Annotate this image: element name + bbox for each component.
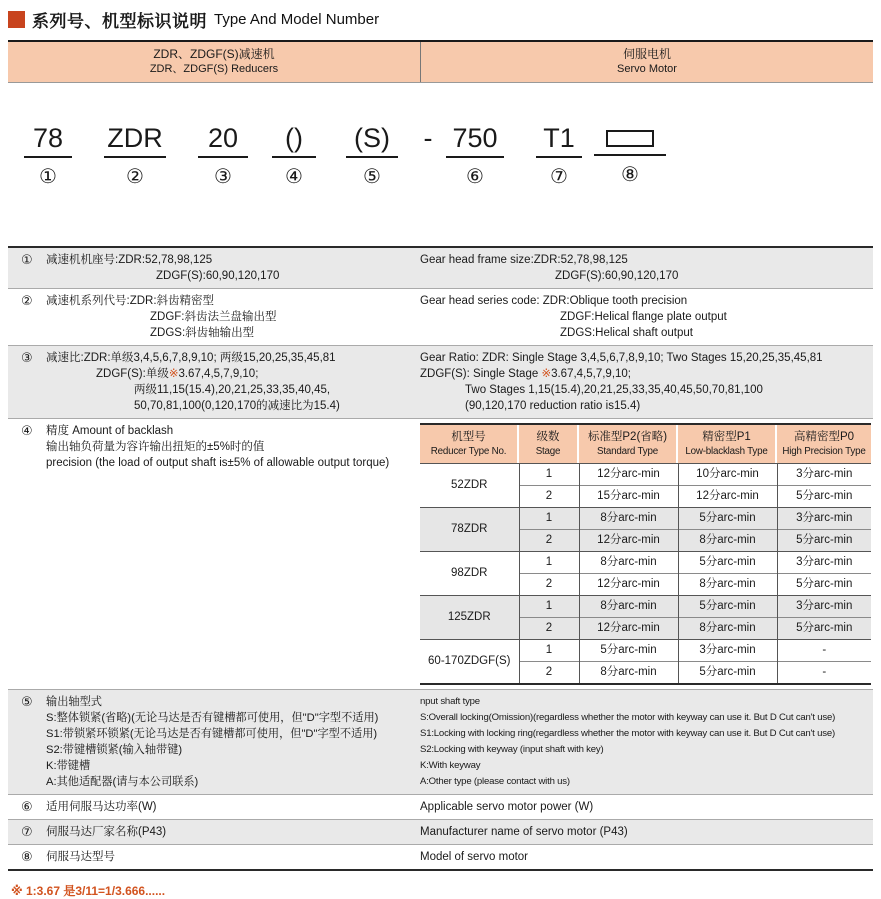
text-segment: S2:Locking with keyway (input shaft with key) (420, 744, 604, 755)
spec-row-zh (46, 849, 420, 865)
header-en: High Precision Type (782, 446, 866, 457)
table-cell: 8分arc-min (678, 618, 777, 640)
reducer-type-cell: 52ZDR (451, 479, 488, 491)
table-cell: 2 (519, 486, 579, 508)
table-cell: 8分arc-min (678, 574, 777, 596)
text-line (420, 710, 873, 726)
text-line (46, 268, 420, 284)
table-cell: 15分arc-min (579, 486, 678, 508)
header-en: Stage (535, 446, 561, 457)
table-cell: 1 (519, 508, 579, 530)
table-cell: 2 (519, 662, 579, 685)
text-line (46, 309, 420, 325)
text-segment: Applicable servo motor power (W) (420, 801, 594, 813)
spec-row-zh (46, 423, 420, 685)
spec-row-zh (46, 824, 420, 840)
code-text: - (423, 123, 433, 153)
code-segment-20 (198, 123, 248, 188)
table-cell: 1 (519, 464, 579, 486)
text-segment: Manufacturer name of servo motor (P43) (420, 826, 628, 838)
header-zh: 机型号 (451, 431, 486, 443)
text-segment: ZDGF(S):60,90,120,170 (156, 270, 280, 282)
text-segment: nput shaft type (420, 696, 480, 707)
text-segment: 适用伺服马达功率(W) (46, 801, 157, 813)
table-cell: 3分arc-min (777, 596, 871, 618)
spec-row-en (420, 799, 873, 815)
circled-number: ① (39, 166, 57, 188)
text-segment: Gear head series code: ZDR:Oblique tooth precision (420, 295, 688, 307)
spec-row-en (420, 423, 873, 685)
title-bullet-square-icon (8, 11, 25, 28)
text-line (420, 382, 873, 398)
table-header-cell (519, 425, 577, 463)
table-header-cell (777, 425, 871, 463)
table-cell: 2 (519, 530, 579, 552)
text-line (46, 252, 420, 268)
text-line (420, 350, 873, 366)
text-line (420, 694, 873, 710)
text-line (46, 774, 420, 790)
text-segment: ZDGF:斜齿法兰盘输出型 (150, 311, 277, 323)
text-line (420, 293, 873, 309)
band-reducers-zh: ZDR、ZDGF(S)减速机 (153, 47, 275, 61)
text-line (46, 398, 420, 414)
text-line (420, 774, 873, 790)
code-segment-sym (272, 123, 316, 188)
text-segment: Gear head frame size:ZDR:52,78,98,125 (420, 254, 628, 266)
text-line (46, 849, 420, 865)
text-line (46, 325, 420, 341)
table-row (420, 552, 871, 574)
text-segment: 3.67,4,5,7,9,10; (551, 368, 632, 380)
page-title (8, 6, 873, 32)
spec-row-5 (8, 690, 873, 795)
table-cell: 12分arc-min (579, 530, 678, 552)
text-line (46, 742, 420, 758)
text-segment: ZDGF(S):单级 (96, 368, 169, 380)
text-line (420, 309, 873, 325)
table-cell: 8分arc-min (579, 596, 678, 618)
table-cell: 2 (519, 574, 579, 596)
table-cell: 8分arc-min (579, 508, 678, 530)
text-segment: 输出轴负荷量为容许输出扭矩的±5%时的值 (46, 441, 265, 453)
code-segment-ZDR (104, 123, 166, 188)
text-line (46, 455, 420, 471)
header-en: Low-blacklash Type (685, 446, 768, 457)
text-segment: (90,120,170 reduction ratio is15.4) (465, 400, 641, 412)
text-segment: Gear Ratio: ZDR: Single Stage 3,4,5,6,7,8,9,10; Two Stages 15,20,25,35,45,81 (420, 352, 823, 364)
table-cell: - (777, 662, 871, 685)
text-segment: ZDGF(S): Single Stage (420, 368, 542, 380)
text-segment: A:其他适配器(请与本公司联系) (46, 776, 199, 788)
backlash-table (420, 423, 871, 685)
header-en: Reducer Type No. (430, 446, 507, 457)
code-text: () (272, 123, 316, 158)
reducer-type-cell: 60-170ZDGF(S) (420, 640, 519, 685)
spec-row-6 (8, 795, 873, 820)
circled-number: ② (21, 293, 33, 308)
table-cell: 5分arc-min (777, 618, 871, 640)
spec-row-en (420, 694, 873, 790)
circled-number: ④ (21, 423, 33, 438)
code-text: T1 (536, 123, 582, 158)
table-row (420, 508, 871, 530)
text-segment: ZDGS:斜齿轴输出型 (150, 327, 255, 339)
band-reducers-cell (8, 42, 421, 82)
band-reducers-en: ZDR、ZDGF(S) Reducers (149, 63, 279, 75)
page-title-en: Type And Model Number (214, 10, 380, 28)
band-servo-zh: 伺服电机 (622, 47, 671, 61)
text-line (420, 726, 873, 742)
text-segment: S1:Locking with locking ring(regardless whether the motor with keyway can use it. But D Cut can't use) (420, 728, 835, 739)
text-line (46, 799, 420, 815)
code-text (594, 130, 666, 156)
table-cell: 3分arc-min (678, 640, 777, 662)
circled-number: ③ (21, 350, 33, 365)
table-header-cell (579, 425, 676, 463)
text-segment: 两级11,15(15.4),20,21,25,33,35,40,45, (134, 384, 331, 396)
code-segment-T1 (536, 123, 582, 188)
text-segment: 减速机系列代号:ZDR:斜齿精密型 (46, 295, 215, 307)
table-row (420, 640, 871, 662)
text-line (420, 824, 873, 840)
text-line (46, 366, 420, 382)
table-cell: 3分arc-min (777, 508, 871, 530)
table-cell: 3分arc-min (777, 552, 871, 574)
text-line (46, 726, 420, 742)
text-segment: precision (the load of output shaft is±5% of allowable output torque) (46, 457, 390, 469)
header-zh: 标准型P2(省略) (587, 431, 668, 443)
code-segment-S (346, 123, 398, 188)
code-segment-750 (446, 123, 504, 188)
spec-row-zh (46, 252, 420, 284)
text-segment: K:With keyway (420, 760, 481, 771)
header-zh: 级数 (536, 431, 560, 443)
circled-number: ① (21, 252, 33, 267)
spec-row-en (420, 824, 873, 840)
footnote: ※ 1:3.67 是3/11=1/3.666...... (11, 884, 166, 898)
table-cell: 12分arc-min (678, 486, 777, 508)
band-servo-en: Servo Motor (617, 63, 677, 75)
table-cell: 1 (519, 596, 579, 618)
table-cell: 5分arc-min (678, 662, 777, 685)
text-segment: 50,70,81,100(0,120,170的减速比为15.4) (134, 400, 340, 412)
table-row (420, 596, 871, 618)
text-segment: S:Overall locking(Omission)(regardless whether the motor with keyway can use it. But D Cut can't use) (420, 712, 836, 723)
text-line (46, 350, 420, 366)
text-segment: 伺服马达厂家名称(P43) (46, 826, 167, 838)
table-cell: 5分arc-min (678, 552, 777, 574)
text-line (46, 423, 420, 439)
text-segment: 输出轴型式 (46, 696, 102, 708)
circled-number: ⑦ (550, 166, 568, 188)
table-cell: 5分arc-min (678, 508, 777, 530)
table-cell: 12分arc-min (579, 574, 678, 596)
spec-row-7 (8, 820, 873, 845)
table-cell: 3分arc-min (777, 464, 871, 486)
code-text: (S) (346, 123, 398, 158)
asterisk-mark: ※ (168, 368, 179, 380)
backlash-table-header (420, 423, 871, 463)
code-text: 20 (198, 123, 248, 158)
header-zh: 高精密型P0 (793, 431, 855, 443)
asterisk-mark: ※ (541, 368, 552, 380)
circled-number: ⑧ (621, 164, 639, 186)
code-text: 750 (446, 123, 504, 158)
text-segment: K:带键槽 (46, 760, 91, 772)
table-cell: 1 (519, 640, 579, 662)
table-header-cell (420, 425, 517, 463)
text-segment: Two Stages 1,15(15.4),20,21,25,33,35,40,45,50,70,81,100 (465, 384, 763, 396)
text-segment: ZDGF(S):60,90,120,170 (555, 270, 679, 282)
text-line (420, 398, 873, 414)
spec-row-zh (46, 694, 420, 790)
text-segment: 3.67,4,5,7,9,10; (178, 368, 259, 380)
empty-box-icon (606, 130, 654, 147)
page-title-zh: 系列号、机型标识说明 (32, 11, 207, 31)
text-line (46, 694, 420, 710)
table-cell: 5分arc-min (579, 640, 678, 662)
text-segment: S:整体锁紧(省略)(无论马达是否有键槽都可使用，但"D"字型不适用) (46, 712, 379, 724)
circled-number: ⑧ (21, 849, 33, 864)
band-servo-cell (421, 42, 873, 82)
table-cell: 5分arc-min (777, 530, 871, 552)
table-cell: 8分arc-min (579, 552, 678, 574)
text-line (420, 799, 873, 815)
circled-number: ③ (214, 166, 232, 188)
circled-number: ② (126, 166, 144, 188)
table-cell: 1 (519, 552, 579, 574)
table-cell: 8分arc-min (678, 530, 777, 552)
header-en: Standard Type (597, 446, 658, 457)
text-line (46, 758, 420, 774)
text-line (46, 293, 420, 309)
circled-number: ⑥ (466, 166, 484, 188)
table-cell: 8分arc-min (579, 662, 678, 685)
circled-number: ⑤ (21, 694, 33, 709)
circled-number: ④ (285, 166, 303, 188)
header-zh: 精密型P1 (702, 431, 751, 443)
spec-row-zh (46, 293, 420, 341)
text-line (420, 325, 873, 341)
table-cell: 5分arc-min (777, 486, 871, 508)
table-cell: 12分arc-min (579, 618, 678, 640)
text-segment: ZDGS:Helical shaft output (560, 327, 693, 339)
text-line (46, 439, 420, 455)
text-line (46, 824, 420, 840)
text-line (46, 382, 420, 398)
table-cell: - (777, 640, 871, 662)
code-segment-dash (416, 123, 440, 156)
spec-row-en (420, 849, 873, 865)
code-text: ZDR (104, 123, 166, 158)
code-text: 78 (24, 123, 72, 158)
spec-row-2 (8, 289, 873, 346)
circled-number: ⑦ (21, 824, 33, 839)
text-segment: 伺服马达型号 (46, 851, 115, 863)
spec-row-3 (8, 346, 873, 419)
text-segment: ZDGF:Helical flange plate output (560, 311, 727, 323)
header-band (8, 40, 873, 83)
text-line (420, 366, 873, 382)
text-line (420, 742, 873, 758)
reducer-type-cell: 78ZDR (420, 508, 519, 552)
model-code-diagram (8, 123, 873, 220)
circled-number: ⑥ (21, 799, 33, 814)
spec-row-en (420, 350, 873, 414)
text-segment: Model of servo motor (420, 851, 529, 863)
backlash-table-body (420, 463, 871, 685)
text-segment: 精度 Amount of backlash (46, 425, 174, 437)
spec-row-8 (8, 845, 873, 869)
circled-number: ⑤ (363, 166, 381, 188)
text-line (46, 710, 420, 726)
spec-row-zh (46, 350, 420, 414)
table-cell: 12分arc-min (579, 464, 678, 486)
text-segment: 减速比:ZDR:单级3,4,5,6,7,8,9,10; 两级15,20,25,35,45,81 (46, 352, 336, 364)
text-line (420, 849, 873, 865)
spec-row-1 (8, 248, 873, 289)
table-cell: 5分arc-min (777, 574, 871, 596)
reducer-type-cell: 125ZDR (420, 596, 519, 640)
table-header-cell (678, 425, 775, 463)
reducer-type-cell: 98ZDR (420, 552, 519, 596)
text-line (420, 758, 873, 774)
code-segment-box (594, 123, 666, 186)
text-line (420, 252, 873, 268)
table-cell: 2 (519, 618, 579, 640)
text-line (420, 268, 873, 284)
code-segment-78 (24, 123, 72, 188)
spec-row-en (420, 293, 873, 341)
table-row (420, 464, 871, 486)
table-cell: 5分arc-min (678, 596, 777, 618)
text-segment: S2:带键槽锁紧(输入轴带键) (46, 744, 183, 756)
spec-row-zh (46, 799, 420, 815)
text-segment: S1:带锁紧环锁紧(无论马达是否有键槽都可使用，但"D"字型不适用) (46, 728, 378, 740)
spec-row-4 (8, 419, 873, 690)
text-segment: 减速机机座号:ZDR:52,78,98,125 (46, 254, 213, 266)
spec-row-en (420, 252, 873, 284)
text-segment: A:Other type (please contact with us) (420, 776, 570, 787)
spec-rows (8, 246, 873, 871)
table-cell: 10分arc-min (678, 464, 777, 486)
